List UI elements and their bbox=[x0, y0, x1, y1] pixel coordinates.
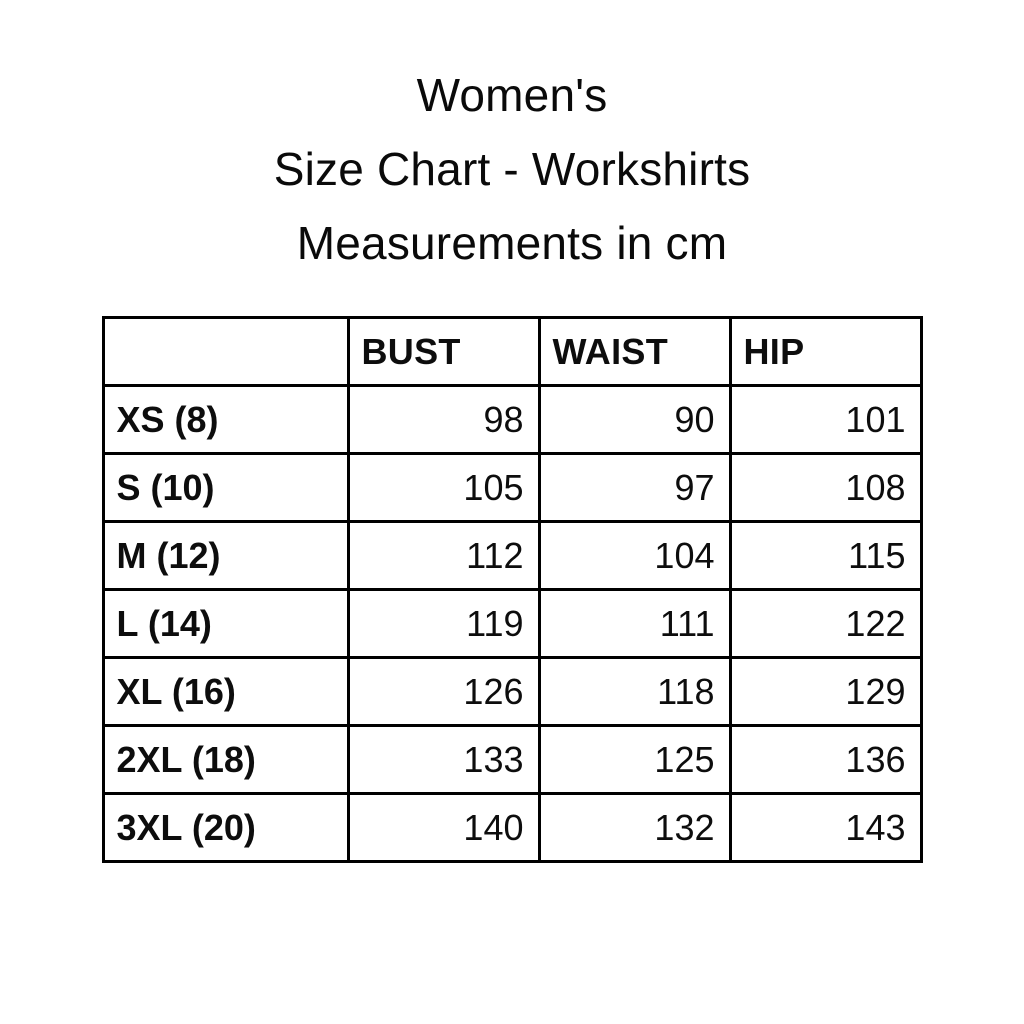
row-label-xs: XS (8) bbox=[103, 386, 348, 454]
cell-hip-3xl: 143 bbox=[730, 794, 921, 862]
cell-hip-xl: 129 bbox=[730, 658, 921, 726]
table-body bbox=[103, 386, 921, 862]
cell-hip-l: 122 bbox=[730, 590, 921, 658]
cell-bust-3xl: 140 bbox=[348, 794, 539, 862]
cell-bust-l: 119 bbox=[348, 590, 539, 658]
column-header-hip: HIP bbox=[730, 318, 921, 386]
cell-waist-s: 97 bbox=[539, 454, 730, 522]
cell-bust-s: 105 bbox=[348, 454, 539, 522]
cell-waist-xs: 90 bbox=[539, 386, 730, 454]
row-label-xl: XL (16) bbox=[103, 658, 348, 726]
table-header-row bbox=[103, 318, 921, 386]
table-row bbox=[103, 590, 921, 658]
title-line-1: Women's bbox=[416, 69, 608, 121]
cell-hip-m: 115 bbox=[730, 522, 921, 590]
size-chart-table bbox=[102, 316, 923, 863]
cell-waist-l: 111 bbox=[539, 590, 730, 658]
cell-hip-2xl: 136 bbox=[730, 726, 921, 794]
table-header bbox=[103, 318, 921, 386]
row-label-2xl: 2XL (18) bbox=[103, 726, 348, 794]
cell-hip-s: 108 bbox=[730, 454, 921, 522]
cell-hip-xs: 101 bbox=[730, 386, 921, 454]
title-line-2: Size Chart - Workshirts bbox=[273, 143, 751, 195]
cell-waist-2xl: 125 bbox=[539, 726, 730, 794]
row-label-s: S (10) bbox=[103, 454, 348, 522]
cell-bust-xl: 126 bbox=[348, 658, 539, 726]
column-header-size bbox=[103, 318, 348, 386]
cell-waist-3xl: 132 bbox=[539, 794, 730, 862]
table-row bbox=[103, 726, 921, 794]
table-row bbox=[103, 454, 921, 522]
cell-bust-2xl: 133 bbox=[348, 726, 539, 794]
cell-bust-xs: 98 bbox=[348, 386, 539, 454]
row-label-l: L (14) bbox=[103, 590, 348, 658]
row-label-3xl: 3XL (20) bbox=[103, 794, 348, 862]
table-row bbox=[103, 522, 921, 590]
column-header-waist: WAIST bbox=[539, 318, 730, 386]
cell-waist-xl: 118 bbox=[539, 658, 730, 726]
table-row bbox=[103, 794, 921, 862]
column-header-bust: BUST bbox=[348, 318, 539, 386]
cell-waist-m: 104 bbox=[539, 522, 730, 590]
page-title bbox=[0, 0, 1024, 280]
title-line-3: Measurements in cm bbox=[296, 217, 728, 269]
table-row bbox=[103, 658, 921, 726]
cell-bust-m: 112 bbox=[348, 522, 539, 590]
size-chart-table-wrap bbox=[0, 316, 1024, 863]
row-label-m: M (12) bbox=[103, 522, 348, 590]
table-row bbox=[103, 386, 921, 454]
